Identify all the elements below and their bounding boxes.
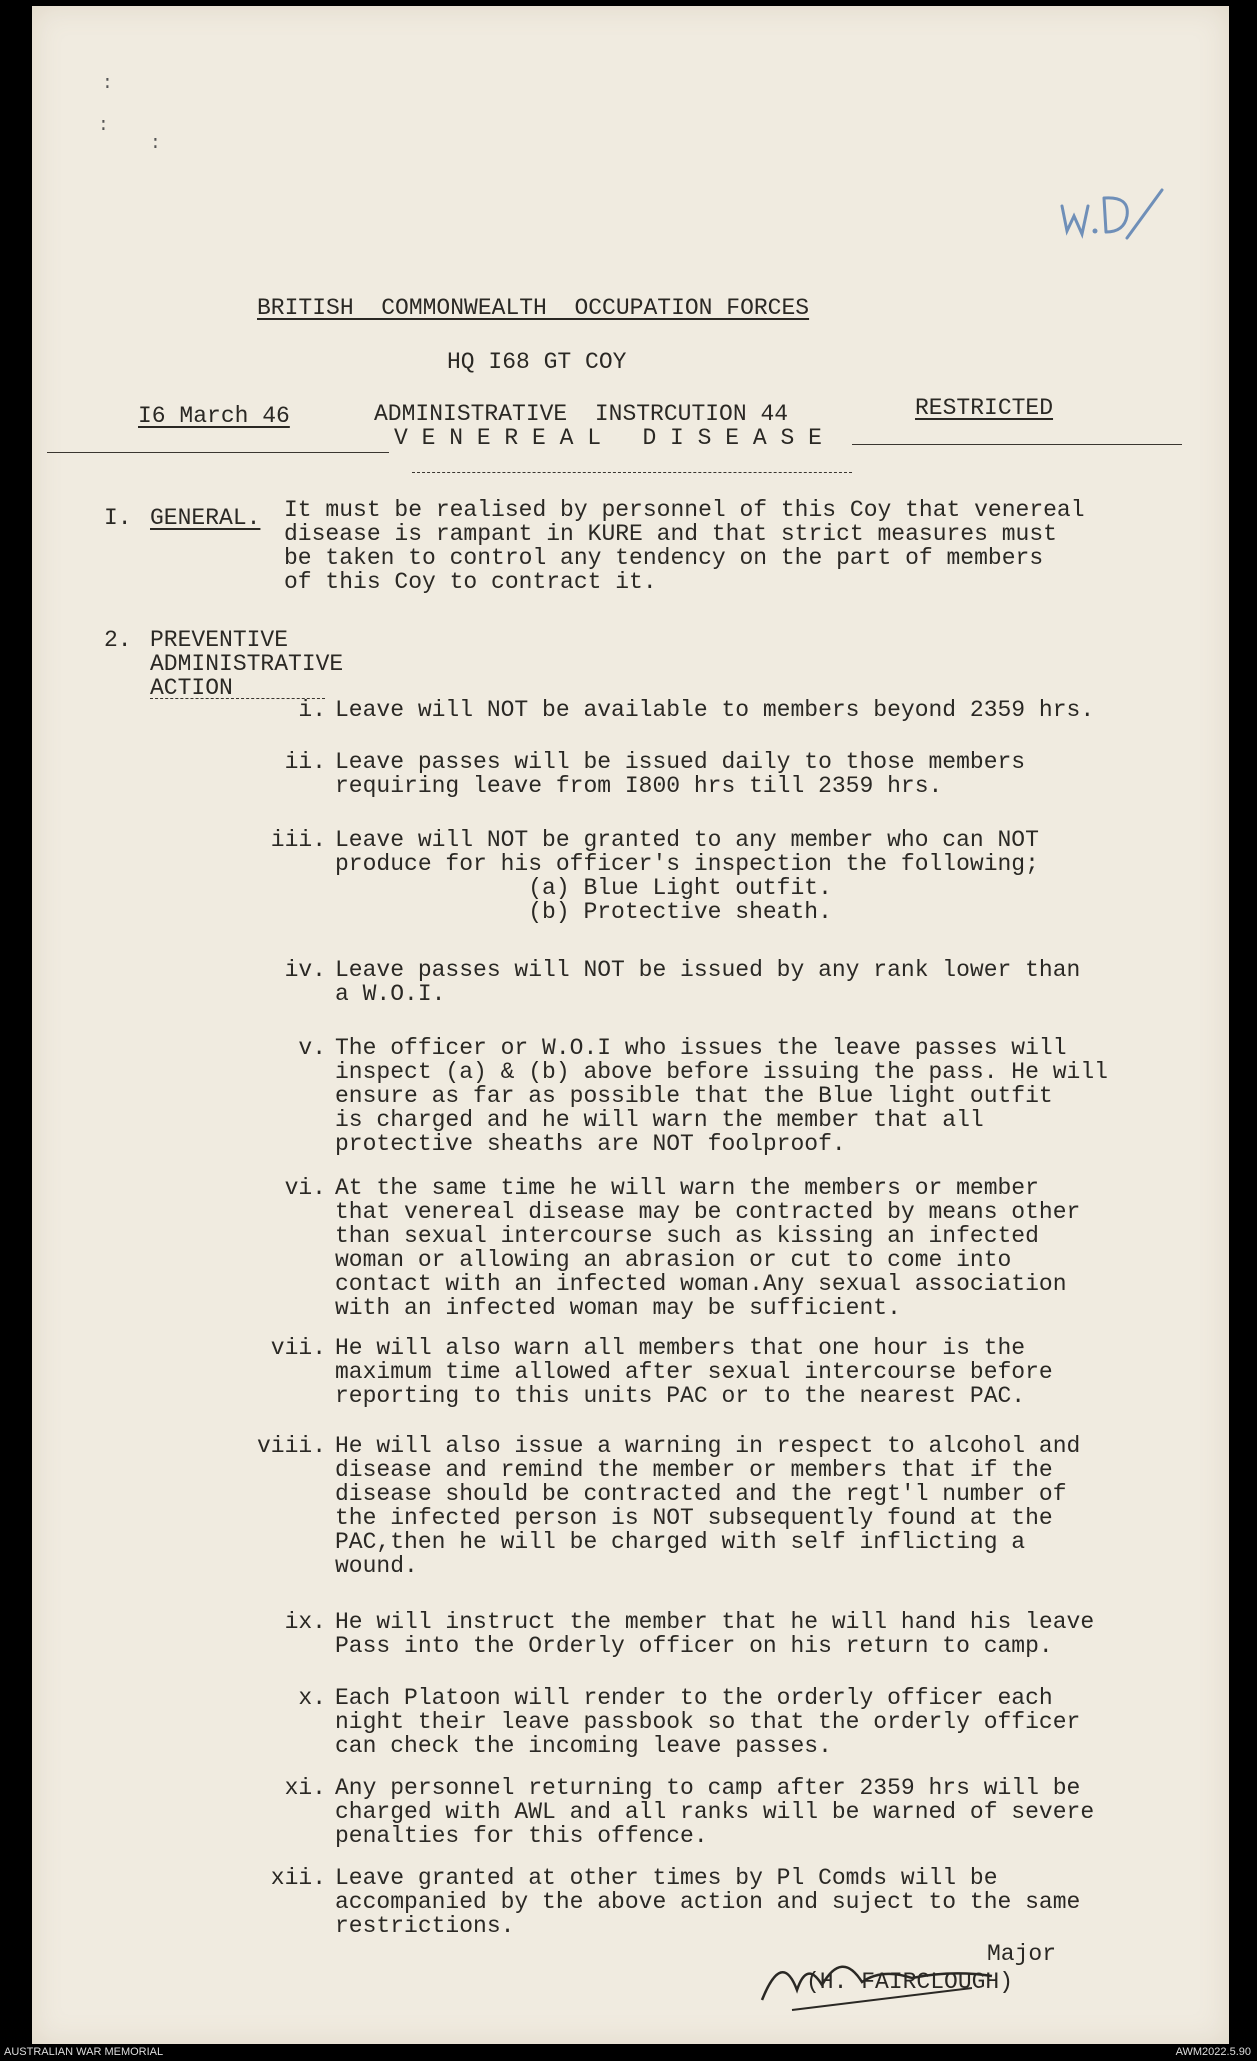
item-text [335, 958, 1080, 1006]
section-2-heading: PREVENTIVE ADMINISTRATIVE ACTION [150, 627, 344, 701]
item-line: maximum time allowed after sexual intercourse before [335, 1359, 1053, 1385]
section-1-heading: GENERAL. [150, 505, 261, 531]
staple-hole-mark: : [98, 116, 109, 136]
item-line: restrictions. [335, 1913, 515, 1939]
section-2-number: 2. [104, 627, 132, 653]
item-line: Leave passes will be issued daily to those members [335, 749, 1026, 775]
document-page [32, 6, 1229, 2044]
item-text [335, 1776, 1094, 1848]
item-text [335, 1336, 1053, 1408]
item-line: penalties for this offence. [335, 1823, 708, 1849]
subject-underline [412, 472, 852, 473]
item-line: night their leave passbook so that the orderly officer [335, 1709, 1081, 1735]
item-line: inspect (a) & (b) above before issuing the pass. He will [335, 1059, 1108, 1085]
header-rule [47, 452, 389, 453]
item-line: He will also issue a warning in respect to alcohol and [335, 1433, 1081, 1459]
item-number: viii. [256, 1433, 326, 1459]
staple-hole-mark: : [102, 74, 113, 94]
header-rule [852, 444, 1182, 445]
item-line: He will instruct the member that he will hand his leave [335, 1609, 1095, 1635]
item-text [335, 1610, 1094, 1658]
item-line: Leave passes will NOT be issued by any rank lower than [335, 957, 1081, 983]
item-number: ii. [284, 749, 326, 775]
archive-credit: AUSTRALIAN WAR MEMORIAL [4, 2046, 164, 2058]
item-line: (a) Blue Light outfit. [335, 875, 832, 901]
item-line: wound. [335, 1553, 418, 1579]
item-number: v. [298, 1035, 326, 1061]
item-number: ix. [284, 1609, 326, 1635]
item-text [335, 750, 1025, 798]
item-number: iii. [270, 827, 326, 853]
section-1-number: I. [104, 505, 132, 531]
item-line: Pass into the Orderly officer on his return to camp. [335, 1633, 1053, 1659]
item-number: xii. [270, 1865, 326, 1891]
staple-hole-mark: : [150, 134, 161, 154]
item-line: PAC,then he will be charged with self inflicting a [335, 1529, 1026, 1555]
item-text [335, 1686, 1080, 1758]
item-line: Leave will NOT be granted to any member who can NOT [335, 827, 1039, 853]
item-line: protective sheaths are NOT foolproof. [335, 1131, 846, 1157]
item-text [335, 1036, 1108, 1156]
item-line: woman or allowing an abrasion or cut to come into [335, 1247, 1012, 1273]
instruction-number: ADMINISTRATIVE INSTRCUTION 44 [374, 401, 789, 427]
header-title: BRITISH COMMONWEALTH OCCUPATION FORCES [257, 295, 810, 321]
item-line: the infected person is NOT subsequently found at the [335, 1505, 1053, 1531]
item-line: than sexual intercourse such as kissing an infected [335, 1223, 1039, 1249]
item-line: Any personnel returning to camp after 2359 hrs will be [335, 1775, 1081, 1801]
item-line: The officer or W.O.I who issues the leave passes will [335, 1035, 1067, 1061]
item-number: vii. [270, 1335, 326, 1361]
item-line: is charged and he will warn the member that all [335, 1107, 984, 1133]
item-line: produce for his officer's inspection the following; [335, 851, 1039, 877]
item-line: At the same time he will warn the members or member [335, 1175, 1039, 1201]
item-line: charged with AWL and all ranks will be warned of severe [335, 1799, 1095, 1825]
unit-name: HQ I68 GT COY [447, 349, 627, 375]
subject-title: V E N E R E A L D I S E A S E [394, 425, 822, 451]
item-text [335, 1176, 1080, 1320]
signatory-rank: Major [987, 1941, 1057, 1967]
handwritten-annotation-wd [1032, 176, 1172, 266]
item-text [335, 828, 1039, 924]
item-text [335, 1434, 1080, 1578]
item-line: reporting to this units PAC or to the nearest PAC. [335, 1383, 1026, 1409]
item-line: can check the incoming leave passes. [335, 1733, 832, 1759]
item-number: iv. [284, 957, 326, 983]
item-line: requiring leave from I800 hrs till 2359 hrs. [335, 773, 943, 799]
item-line: Leave granted at other times by Pl Comds will be [335, 1865, 998, 1891]
item-line: (b) Protective sheath. [335, 899, 832, 925]
item-line: with an infected woman may be sufficient. [335, 1295, 901, 1321]
item-line: Each Platoon will render to the orderly officer each [335, 1685, 1053, 1711]
document-date: I6 March 46 [138, 403, 290, 429]
item-number: i. [298, 697, 326, 723]
item-line: accompanied by the above action and suject to the same [335, 1889, 1081, 1915]
item-number: x. [298, 1685, 326, 1711]
item-line: ensure as far as possible that the Blue light outfit [335, 1083, 1053, 1109]
item-line: that venereal disease may be contracted by means other [335, 1199, 1081, 1225]
item-number: vi. [284, 1175, 326, 1201]
item-line: He will also warn all members that one hour is the [335, 1335, 1026, 1361]
item-text [335, 698, 1094, 722]
archive-reference: AWM2022.5.90 [1175, 2046, 1251, 2058]
item-number: xi. [284, 1775, 326, 1801]
item-line: Leave will NOT be available to members beyond 2359 hrs. [335, 697, 1095, 723]
item-line: disease and remind the member or members that if the [335, 1457, 1053, 1483]
classification-label: RESTRICTED [915, 395, 1054, 421]
item-line: contact with an infected woman.Any sexual association [335, 1271, 1067, 1297]
item-line: a W.O.I. [335, 981, 446, 1007]
signatory-name: (H. FAIRCLOUGH) [806, 1969, 1014, 1995]
section-1-text: It must be realised by personnel of this Coy that venereal disease is rampant in KURE and that strict measures must be taken to control any tendency on the part of members of this Coy to contract it. [284, 497, 1085, 595]
item-text [335, 1866, 1080, 1938]
item-line: disease should be contracted and the regt'l number of [335, 1481, 1067, 1507]
